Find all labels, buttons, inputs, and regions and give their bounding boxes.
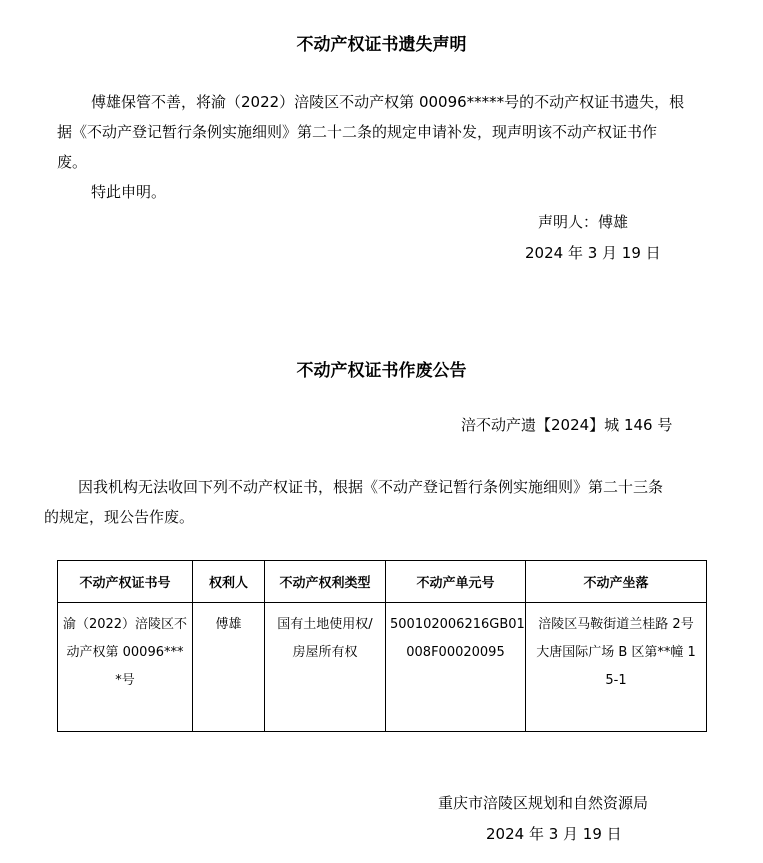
location-line-1: 涪陵区马鞍街道兰桂路 2号 — [538, 617, 694, 632]
notice2-issuer: 重庆市涪陵区规划和自然资源局 — [438, 794, 649, 812]
header-owner: 权利人 — [193, 561, 265, 603]
cell-unit-number — [386, 603, 526, 732]
unit-number-line-1: 500102006216GB01 — [390, 617, 525, 632]
certificate-table — [57, 560, 707, 732]
cell-owner — [193, 603, 265, 732]
table-row — [58, 603, 707, 732]
cell-right-type — [265, 603, 386, 732]
notice2-date: 2024 年 3 月 19 日 — [486, 825, 622, 843]
notice1-closing: 特此申明。 — [91, 183, 167, 201]
cert-number-line-3: *号 — [115, 673, 135, 688]
location-line-3: 5-1 — [605, 673, 627, 688]
right-type-line-2: 房屋所有权 — [292, 645, 358, 660]
notice2-document-number: 涪不动产遗【2024】城 146 号 — [461, 416, 673, 434]
cell-location — [526, 603, 707, 732]
notice1-title: 不动产权证书遗失声明 — [296, 35, 467, 55]
notice1-paragraph-line-3: 废。 — [57, 153, 88, 171]
location-line-2: 大唐国际广场 B 区第**幢 1 — [536, 645, 696, 660]
cert-number-line-1: 渝（2022）涪陵区不 — [62, 617, 188, 632]
header-unit-number: 不动产单元号 — [386, 561, 526, 603]
table-header-row — [58, 561, 707, 603]
unit-number-line-2: 008F00020095 — [406, 645, 505, 660]
notice2-paragraph-line-2: 的规定，现公告作废。 — [44, 508, 195, 526]
notice1-declarant: 声明人：傅雄 — [538, 213, 629, 231]
notice2-paragraph-line-1: 因我机构无法收回下列不动产权证书，根据《不动产登记暂行条例实施细则》第二十三条 — [78, 478, 664, 496]
header-right-type: 不动产权利类型 — [265, 561, 386, 603]
notice1-paragraph-line-1: 傅雄保管不善，将渝（2022）涪陵区不动产权第 00096*****号的不动产权证书遗失，根 — [91, 93, 685, 111]
owner-value: 傅雄 — [215, 617, 242, 632]
notice1-paragraph-line-2: 据《不动产登记暂行条例实施细则》第二十二条的规定申请补发，现声明该不动产权证书作 — [57, 123, 658, 141]
cert-number-line-2: 动产权第 00096*** — [66, 645, 184, 660]
header-location: 不动产坐落 — [526, 561, 707, 603]
right-type-line-1: 国有土地使用权/ — [277, 617, 373, 632]
notice2-title: 不动产权证书作废公告 — [296, 361, 467, 381]
notice1-date: 2024 年 3 月 19 日 — [525, 244, 661, 262]
header-cert-number: 不动产权证书号 — [58, 561, 193, 603]
cell-cert-number — [58, 603, 193, 732]
